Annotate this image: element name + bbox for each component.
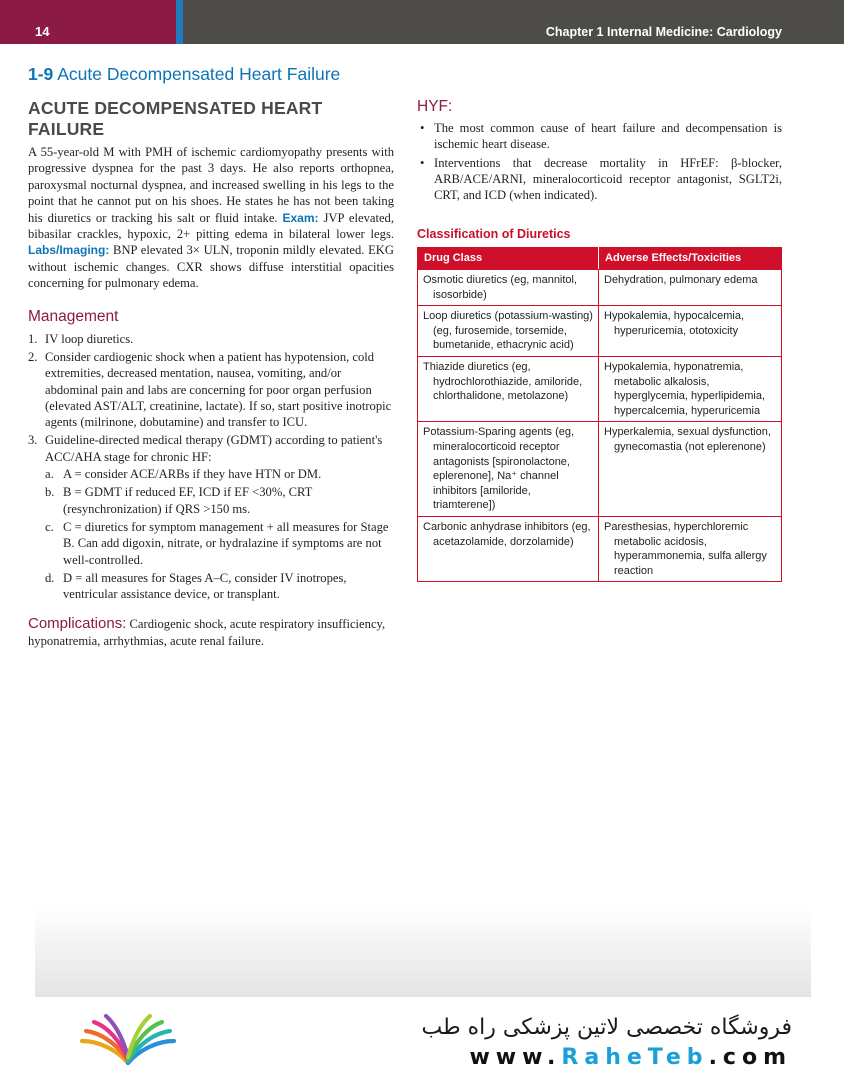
- table-title: Classification of Diuretics: [417, 227, 571, 242]
- page-bottom-shadow: [35, 905, 811, 997]
- drug-class-cell: [418, 422, 599, 517]
- stage-list: [45, 466, 394, 602]
- page-header: [0, 0, 844, 44]
- management-item: [28, 432, 394, 602]
- case-text: A 55-year-old M with PMH of ischemic cardiomyopathy presents with progressive dyspnea for the past 3 days. He also reports orthopnea, paroxysmal nocturnal dyspnea, and increased swelling in his legs to the point that he cannot put on his shoes. He states he has not been taking his diuretics or tracking his salt or fluid intake.: [28, 145, 394, 225]
- item-text: Guideline-directed medical therapy (GDMT) according to patient's ACC/AHA stage for chronic HF:: [45, 433, 383, 464]
- stage-letter: c.: [45, 519, 54, 534]
- store-url: [469, 1045, 792, 1070]
- page-number: 14: [35, 24, 50, 39]
- cell-text: Hyperkalemia, sexual dysfunction, gynecomastia (not eplerenone): [604, 426, 771, 454]
- management-item: [28, 349, 394, 430]
- labs-label: Labs/Imaging:: [28, 243, 110, 258]
- item-number: 1.: [28, 331, 38, 346]
- complications-label: Complications:: [28, 615, 127, 633]
- adverse-effects-cell: [599, 516, 782, 581]
- left-column: [28, 98, 394, 662]
- item-text: IV loop diuretics.: [45, 331, 134, 346]
- item-number: 3.: [28, 433, 38, 448]
- store-name: فروشگاه تخصصی لاتین پزشکی راه طب: [421, 1015, 792, 1040]
- cell-text: Thiazide diuretics (eg, hydrochlorothiazide, amiloride, chlorthalidone, metolazone): [423, 361, 583, 403]
- stage-text: B = GDMT if reduced EF, ICD if EF <30%, CRT (resynchronization) if QRS >150 ms.: [63, 485, 313, 516]
- item-number: 2.: [28, 349, 38, 364]
- drug-class-cell: [418, 516, 599, 581]
- drug-class-cell: [418, 357, 599, 422]
- stage-text: A = consider ACE/ARBs if they have HTN or DM.: [63, 467, 322, 482]
- hyf-item: [417, 120, 782, 153]
- cell-text: Osmotic diuretics (eg, mannitol, isosorbide): [423, 274, 578, 301]
- section-title: [28, 64, 340, 85]
- bullet-icon: •: [420, 121, 425, 135]
- hyf-text: Interventions that decrease mortality in HFrEF: β-blocker, ARB/ACE/ARNI, mineralocorticoid receptor antagonist, SGLT2i, CRT, and ICD (when indicated).: [434, 155, 782, 203]
- table-row: [418, 516, 782, 581]
- column-header-adverse-effects: Adverse Effects/Toxicities: [599, 248, 782, 270]
- cell-text: Loop diuretics (potassium-wasting) (eg, furosemide, torsemide, bumetanide, ethacrynic acid): [423, 310, 593, 352]
- adverse-effects-cell: [599, 422, 782, 517]
- case-heading: ACUTE DECOMPENSATED HEART FAILURE: [28, 98, 323, 139]
- url-brand-rahe: Rahe: [561, 1045, 648, 1070]
- exam-text: JVP elevated, bibasilar crackles, hypoxic, 2+ pitting edema in bilateral lower legs.: [28, 210, 395, 242]
- header-left-bar: [0, 0, 176, 44]
- bullet-icon: •: [420, 155, 425, 170]
- cell-text: Hypokalemia, hyponatremia, metabolic alkalosis, hyperglycemia, hyperlipidemia, hypercalcemia, hyperuricemia: [604, 361, 766, 417]
- stage-item: [45, 466, 394, 482]
- store-footer: [0, 997, 844, 1080]
- hyf-list: [417, 120, 782, 203]
- chapter-title: Chapter 1 Internal Medicine: Cardiology: [545, 25, 782, 39]
- url-suffix: .com: [708, 1045, 792, 1070]
- drug-class-cell: [418, 306, 599, 357]
- drug-class-cell: [418, 270, 599, 306]
- cell-text: Dehydration, pulmonary edema: [604, 274, 758, 287]
- section-number: 1-9: [28, 64, 54, 84]
- complications-text: Cardiogenic shock, acute respiratory insufficiency, hyponatremia, arrhythmias, acute renal failure.: [28, 617, 386, 648]
- management-item: [28, 331, 394, 347]
- url-brand-teb: Teb: [647, 1045, 709, 1070]
- stage-letter: d.: [45, 570, 55, 585]
- stage-text: D = all measures for Stages A–C, consider IV inotropes, ventricular assistance device, or transplant.: [63, 570, 347, 602]
- stage-text: C = diuretics for symptom management + all measures for Stage B. Can add digoxin, nitrate, or hydralazine if symptoms are not well-controlled.: [63, 519, 389, 567]
- cell-text: Potassium-Sparing agents (eg, mineralocorticoid receptor antagonists [spironolactone, eplerenone], Na⁺ channel inhibitors [amiloride, triamterene]): [423, 426, 575, 512]
- url-prefix: www.: [469, 1045, 562, 1070]
- open-book-rainbow-logo-icon: [78, 1011, 178, 1069]
- adverse-effects-cell: [599, 357, 782, 422]
- adverse-effects-cell: [599, 306, 782, 357]
- hyf-item: [417, 155, 782, 204]
- stage-item: [45, 484, 394, 517]
- cell-text: Paresthesias, hyperchloremic metabolic acidosis, hyperammonemia, sulfa allergy reaction: [604, 520, 767, 577]
- diuretics-table: [417, 247, 782, 582]
- hyf-title: HYF:: [417, 98, 453, 115]
- header-accent-bar: [176, 0, 183, 44]
- table-header-row: [418, 248, 782, 270]
- right-column: [417, 98, 782, 582]
- management-title: Management: [28, 307, 119, 325]
- adverse-effects-cell: [599, 270, 782, 306]
- item-text: Consider cardiogenic shock when a patient has hypotension, cold extremities, decreased mentation, nausea, vomiting, and/or abdominal pain and labs are concerning for poor organ perfusion (elevated AST/ALT, creatinine, lactate). If so, start positive inotropic agents (milrinone, dobutamine) and transfer to ICU.: [45, 349, 392, 430]
- table-row: [418, 270, 782, 306]
- exam-label: Exam:: [282, 210, 319, 225]
- stage-item: [45, 519, 394, 568]
- cell-text: Carbonic anhydrase inhibitors (eg, acetazolamide, dorzolamide): [423, 520, 591, 548]
- column-header-drug-class: Drug Class: [418, 248, 599, 270]
- table-row: [418, 357, 782, 422]
- labs-text: BNP elevated 3× ULN, troponin mildly elevated. EKG without ischemic changes. CXR shows diffuse interstitial opacities concerning for pulmonary edema.: [28, 243, 394, 291]
- stage-item: [45, 570, 394, 603]
- management-list: [28, 331, 394, 603]
- section-title-text: Acute Decompensated Heart Failure: [57, 64, 341, 84]
- cell-text: Hypokalemia, hypocalcemia, hyperuricemia, ototoxicity: [604, 310, 745, 337]
- table-row: [418, 422, 782, 517]
- hyf-text: The most common cause of heart failure and decompensation is ischemic heart disease.: [434, 121, 782, 152]
- case-presentation: [28, 144, 394, 292]
- stage-letter: b.: [45, 485, 55, 500]
- table-row: [418, 306, 782, 357]
- stage-letter: a.: [45, 467, 54, 482]
- complications-paragraph: [28, 616, 394, 649]
